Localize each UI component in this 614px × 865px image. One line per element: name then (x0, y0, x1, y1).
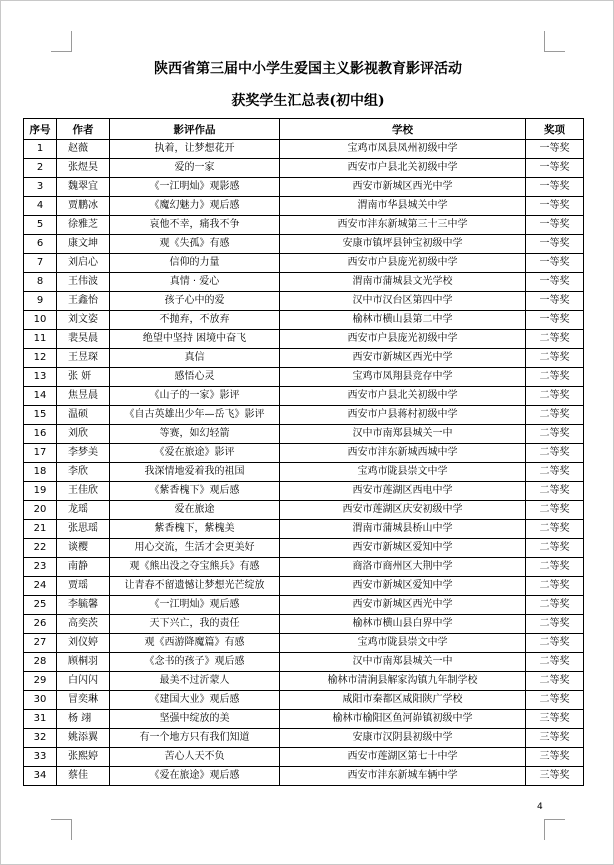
review-title-cell: 坚强中绽放的美 (110, 710, 280, 729)
award-cell: 一等奖 (526, 235, 584, 254)
award-cell: 一等奖 (526, 216, 584, 235)
school-cell: 西安市莲湖区西电中学 (280, 482, 526, 501)
table-row (24, 197, 584, 216)
author-cell: 王昱琛 (57, 349, 110, 368)
row-number-cell: 25 (24, 596, 57, 615)
author-cell: 杨 翊 (57, 710, 110, 729)
author-cell: 李梦美 (57, 444, 110, 463)
row-number-cell: 12 (24, 349, 57, 368)
author-cell: 裴昊晨 (57, 330, 110, 349)
row-number-cell: 9 (24, 292, 57, 311)
school-cell: 西安市户县庞光初级中学 (280, 330, 526, 349)
crop-mark-bottom-left-vertical (71, 819, 72, 840)
table-row (24, 501, 584, 520)
author-cell: 谈樱 (57, 539, 110, 558)
author-cell: 王鑫怡 (57, 292, 110, 311)
row-number-cell: 22 (24, 539, 57, 558)
author-cell: 王伟波 (57, 273, 110, 292)
school-cell: 西安市新城区西光中学 (280, 178, 526, 197)
review-title-cell: 爱在旅途 (110, 501, 280, 520)
school-cell: 宝鸡市陇县崇文中学 (280, 463, 526, 482)
table-row (24, 710, 584, 729)
row-number-cell: 19 (24, 482, 57, 501)
review-title-cell: 感悟心灵 (110, 368, 280, 387)
school-cell: 西安市莲湖区第七十中学 (280, 748, 526, 767)
author-cell: 刘仪婷 (57, 634, 110, 653)
review-title-cell: 《念书的孩子》观后感 (110, 653, 280, 672)
review-title-cell: 爱的一家 (110, 159, 280, 178)
school-cell: 宝鸡市凤翔县竞存中学 (280, 368, 526, 387)
row-number-cell: 3 (24, 178, 57, 197)
school-cell: 榆林市榆阳区鱼河峁镇初级中学 (280, 710, 526, 729)
school-cell: 西安市沣东新城第三十三中学 (280, 216, 526, 235)
award-cell: 三等奖 (526, 767, 584, 786)
author-cell: 白闪闪 (57, 672, 110, 691)
review-title-cell: 执着，让梦想花开 (110, 140, 280, 159)
table-row (24, 159, 584, 178)
award-cell: 二等奖 (526, 425, 584, 444)
award-cell: 二等奖 (526, 539, 584, 558)
crop-mark-top-right-horizontal (544, 51, 565, 52)
school-cell: 西安市沣东新城车辆中学 (280, 767, 526, 786)
award-cell: 二等奖 (526, 634, 584, 653)
review-title-cell: 观《熊出没之夺宝熊兵》有感 (110, 558, 280, 577)
review-title-cell: 观《西游降魔篇》有感 (110, 634, 280, 653)
award-table (23, 118, 584, 786)
row-number-cell: 18 (24, 463, 57, 482)
table-row (24, 520, 584, 539)
author-cell: 刘文姿 (57, 311, 110, 330)
row-number-cell: 27 (24, 634, 57, 653)
review-title-cell: 《爱在旅途》影评 (110, 444, 280, 463)
review-title-cell: 《一江明灿》观后感 (110, 596, 280, 615)
row-number-cell: 29 (24, 672, 57, 691)
school-cell: 榆林市横山县白界中学 (280, 615, 526, 634)
row-number-cell: 4 (24, 197, 57, 216)
school-cell: 西安市新城区西光中学 (280, 349, 526, 368)
school-cell: 商洛市商州区大荆中学 (280, 558, 526, 577)
table-row (24, 216, 584, 235)
table-row (24, 729, 584, 748)
award-cell: 二等奖 (526, 577, 584, 596)
author-cell: 李毓馨 (57, 596, 110, 615)
author-cell: 张 妍 (57, 368, 110, 387)
header-award: 奖项 (526, 119, 584, 140)
award-cell: 二等奖 (526, 406, 584, 425)
table-row (24, 368, 584, 387)
review-title-cell: 我深情地爱着我的祖国 (110, 463, 280, 482)
review-title-cell: 信仰的力量 (110, 254, 280, 273)
row-number-cell: 33 (24, 748, 57, 767)
review-title-cell: 绝望中坚持 困境中奋飞 (110, 330, 280, 349)
author-cell: 龙瑶 (57, 501, 110, 520)
award-cell: 一等奖 (526, 159, 584, 178)
table-row (24, 425, 584, 444)
row-number-cell: 31 (24, 710, 57, 729)
school-cell: 西安市户县庞光初级中学 (280, 254, 526, 273)
school-cell: 西安市新城区爱知中学 (280, 577, 526, 596)
table-row (24, 767, 584, 786)
table-row (24, 748, 584, 767)
table-row (24, 235, 584, 254)
school-cell: 汉中市南郑县城关一中 (280, 425, 526, 444)
table-row (24, 577, 584, 596)
table-body (24, 140, 584, 786)
school-cell: 渭南市蒲城县桥山中学 (280, 520, 526, 539)
award-cell: 一等奖 (526, 273, 584, 292)
award-cell: 三等奖 (526, 729, 584, 748)
review-title-cell: 真信 (110, 349, 280, 368)
table-row (24, 634, 584, 653)
review-title-cell: 有一个地方只有我们知道 (110, 729, 280, 748)
author-cell: 徐雅芝 (57, 216, 110, 235)
review-title-cell: 用心交流，生活才会更美好 (110, 539, 280, 558)
header-number: 序号 (24, 119, 57, 140)
row-number-cell: 10 (24, 311, 57, 330)
row-number-cell: 16 (24, 425, 57, 444)
award-cell: 二等奖 (526, 596, 584, 615)
award-cell: 二等奖 (526, 520, 584, 539)
table-row (24, 444, 584, 463)
award-cell: 一等奖 (526, 178, 584, 197)
row-number-cell: 1 (24, 140, 57, 159)
author-cell: 康文坤 (57, 235, 110, 254)
document-subtitle: 获奖学生汇总表(初中组) (231, 93, 385, 109)
award-cell: 一等奖 (526, 197, 584, 216)
review-title-cell: 孩子心中的爱 (110, 292, 280, 311)
document-title: 陕西省第三届中小学生爱国主义影视教育影评活动 (154, 61, 462, 77)
award-cell: 二等奖 (526, 387, 584, 406)
author-cell: 焦昱晨 (57, 387, 110, 406)
row-number-cell: 13 (24, 368, 57, 387)
review-title-cell: 《爱在旅途》观后感 (110, 767, 280, 786)
header-review-title: 影评作品 (110, 119, 280, 140)
school-cell: 西安市莲湖区庆安初级中学 (280, 501, 526, 520)
award-cell: 一等奖 (526, 292, 584, 311)
review-title-cell: 天下兴亡，我的责任 (110, 615, 280, 634)
school-cell: 西安市新城区爱知中学 (280, 539, 526, 558)
author-cell: 张思瑶 (57, 520, 110, 539)
table-row (24, 691, 584, 710)
school-cell: 西安市户县北关初级中学 (280, 387, 526, 406)
school-cell: 渭南市蒲城县文光学校 (280, 273, 526, 292)
table-row (24, 596, 584, 615)
table-row (24, 615, 584, 634)
award-cell: 二等奖 (526, 368, 584, 387)
award-cell: 一等奖 (526, 140, 584, 159)
school-cell: 安康市汉阴县初级中学 (280, 729, 526, 748)
award-cell: 二等奖 (526, 349, 584, 368)
review-title-cell: 最美不过沂蒙人 (110, 672, 280, 691)
award-cell: 二等奖 (526, 482, 584, 501)
row-number-cell: 28 (24, 653, 57, 672)
crop-mark-top-left-vertical (71, 31, 72, 52)
crop-mark-top-left-horizontal (51, 51, 72, 52)
row-number-cell: 21 (24, 520, 57, 539)
row-number-cell: 30 (24, 691, 57, 710)
author-cell: 魏翠宜 (57, 178, 110, 197)
review-title-cell: 不抛弃，不放弃 (110, 311, 280, 330)
author-cell: 冒奕琳 (57, 691, 110, 710)
award-cell: 二等奖 (526, 653, 584, 672)
row-number-cell: 8 (24, 273, 57, 292)
school-cell: 西安市新城区西光中学 (280, 596, 526, 615)
author-cell: 刘启心 (57, 254, 110, 273)
award-cell: 三等奖 (526, 710, 584, 729)
award-cell: 二等奖 (526, 615, 584, 634)
table-header-row (24, 119, 584, 140)
review-title-cell: 《山子的一家》影评 (110, 387, 280, 406)
table-row (24, 349, 584, 368)
table-row (24, 558, 584, 577)
author-cell: 温硕 (57, 406, 110, 425)
award-cell: 一等奖 (526, 254, 584, 273)
table-row (24, 178, 584, 197)
crop-mark-top-right-vertical (544, 31, 545, 52)
table-row (24, 539, 584, 558)
award-cell: 二等奖 (526, 691, 584, 710)
row-number-cell: 15 (24, 406, 57, 425)
row-number-cell: 2 (24, 159, 57, 178)
review-title-cell: 等赛，如幻轻箭 (110, 425, 280, 444)
row-number-cell: 20 (24, 501, 57, 520)
award-cell: 一等奖 (526, 311, 584, 330)
award-cell: 二等奖 (526, 558, 584, 577)
school-cell: 咸阳市秦都区咸阳陕广学校 (280, 691, 526, 710)
review-title-cell: 《自古英雄出少年—岳飞》影评 (110, 406, 280, 425)
review-title-cell: 真情 · 爱心 (110, 273, 280, 292)
table-row (24, 463, 584, 482)
table-row (24, 330, 584, 349)
review-title-cell: 苦心人天不负 (110, 748, 280, 767)
page-number: 4 (537, 802, 543, 812)
author-cell: 高奕茨 (57, 615, 110, 634)
row-number-cell: 5 (24, 216, 57, 235)
table-row (24, 387, 584, 406)
award-cell: 三等奖 (526, 748, 584, 767)
row-number-cell: 23 (24, 558, 57, 577)
school-cell: 西安市户县蒋村初级中学 (280, 406, 526, 425)
school-cell: 汉中市南郑县城关一中 (280, 653, 526, 672)
table-row (24, 482, 584, 501)
row-number-cell: 34 (24, 767, 57, 786)
author-cell: 蔡佳 (57, 767, 110, 786)
author-cell: 南静 (57, 558, 110, 577)
review-title-cell: 观《失孤》有感 (110, 235, 280, 254)
row-number-cell: 6 (24, 235, 57, 254)
review-title-cell: 《一江明灿》观影感 (110, 178, 280, 197)
school-cell: 榆林市清涧县解家沟镇九年制学校 (280, 672, 526, 691)
table-row (24, 311, 584, 330)
author-cell: 赵薇 (57, 140, 110, 159)
school-cell: 汉中市汉台区第四中学 (280, 292, 526, 311)
author-cell: 张煜昊 (57, 159, 110, 178)
review-title-cell: 紫香槐下，紫槐美 (110, 520, 280, 539)
table-row (24, 254, 584, 273)
table-row (24, 140, 584, 159)
review-title-cell: 哀他不幸，痛我不争 (110, 216, 280, 235)
award-cell: 二等奖 (526, 672, 584, 691)
table-row (24, 672, 584, 691)
review-title-cell: 《魔幻魅力》观后感 (110, 197, 280, 216)
crop-mark-bottom-right-horizontal (544, 819, 565, 820)
school-cell: 宝鸡市陇县崇文中学 (280, 634, 526, 653)
table-row (24, 273, 584, 292)
table-row (24, 292, 584, 311)
header-author: 作者 (57, 119, 110, 140)
row-number-cell: 24 (24, 577, 57, 596)
award-cell: 二等奖 (526, 463, 584, 482)
table-row (24, 406, 584, 425)
award-cell: 二等奖 (526, 330, 584, 349)
crop-mark-bottom-left-horizontal (51, 819, 72, 820)
row-number-cell: 17 (24, 444, 57, 463)
author-cell: 张熙婷 (57, 748, 110, 767)
school-cell: 渭南市华县城关中学 (280, 197, 526, 216)
school-cell: 榆林市横山县第二中学 (280, 311, 526, 330)
row-number-cell: 11 (24, 330, 57, 349)
author-cell: 贾瑶 (57, 577, 110, 596)
author-cell: 贾鹏冰 (57, 197, 110, 216)
row-number-cell: 7 (24, 254, 57, 273)
school-cell: 西安市户县北关初级中学 (280, 159, 526, 178)
row-number-cell: 26 (24, 615, 57, 634)
review-title-cell: 让青春不留遗憾让梦想光芒绽放 (110, 577, 280, 596)
crop-mark-bottom-right-vertical (544, 819, 545, 840)
school-cell: 宝鸡市凤县凤州初级中学 (280, 140, 526, 159)
award-cell: 二等奖 (526, 501, 584, 520)
author-cell: 姚添翼 (57, 729, 110, 748)
row-number-cell: 14 (24, 387, 57, 406)
award-cell: 二等奖 (526, 444, 584, 463)
review-title-cell: 《建国大业》观后感 (110, 691, 280, 710)
author-cell: 李欣 (57, 463, 110, 482)
table-row (24, 653, 584, 672)
review-title-cell: 《紫香槐下》观后感 (110, 482, 280, 501)
school-cell: 西安市沣东新城西城中学 (280, 444, 526, 463)
author-cell: 刘欣 (57, 425, 110, 444)
header-school: 学校 (280, 119, 526, 140)
author-cell: 顾桐羽 (57, 653, 110, 672)
row-number-cell: 32 (24, 729, 57, 748)
author-cell: 王佳欣 (57, 482, 110, 501)
school-cell: 安康市镇坪县钟宝初级中学 (280, 235, 526, 254)
